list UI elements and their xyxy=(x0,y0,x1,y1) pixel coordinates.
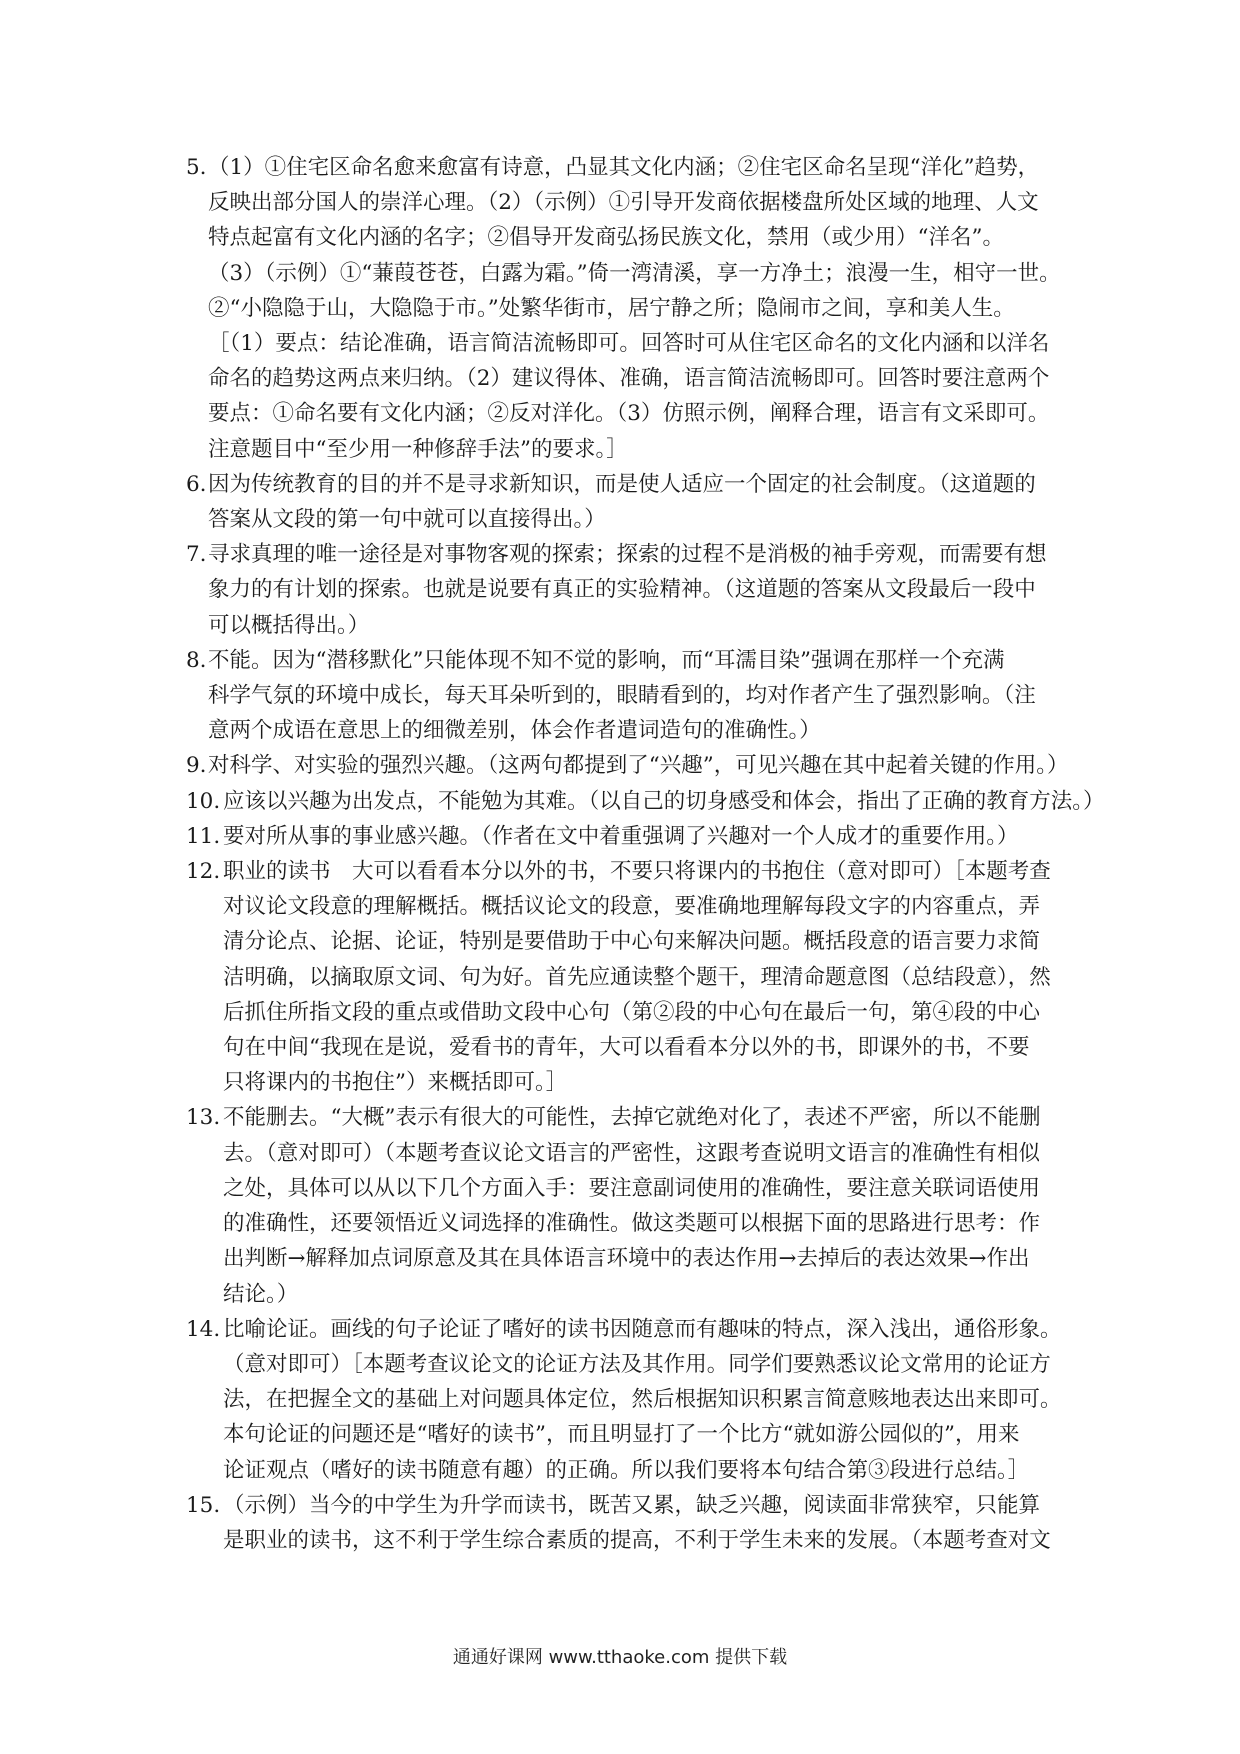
answer-text-line: ［（1）要点：结论准确，语言简洁流畅即可。回答时可从住宅区命名的文化内涵和以洋名 xyxy=(208,331,1050,357)
answer-text-line: 科学气氛的环境中成长，每天耳朵听到的，眼睛看到的，均对作者产生了强烈影响。（注 xyxy=(208,683,1036,709)
answer-item xyxy=(186,1100,1056,1311)
answer-text-line: （示例）当今的中学生为升学而读书，既苦又累，缺乏兴趣，阅读面非常狭窄，只能算 xyxy=(223,1492,1041,1518)
answer-number: 11. xyxy=(186,823,221,849)
answer-number: 12. xyxy=(186,859,221,885)
answer-text-line: ②“小隐隐于山，大隐隐于市。”处繁华街市，居宁静之所；隐闹市之间，享和美人生。 xyxy=(208,295,1015,321)
answer-text-line: 答案从文段的第一句中就可以直接得出。） xyxy=(208,507,606,533)
answer-item xyxy=(186,854,1056,1100)
answer-text-line: （1）①住宅区命名愈来愈富有诗意，凸显其文化内涵；②住宅区命名呈现“洋化”趋势， xyxy=(208,155,1040,180)
answer-text-line: 比喻论证。画线的句子论证了嗜好的读书因随意而有趣味的特点，深入浅出，通俗形象。 xyxy=(223,1316,1062,1342)
answer-text-line: 应该以兴趣为出发点，不能勉为其难。（以自己的切身感受和体会，指出了正确的教育方法。） xyxy=(223,788,1105,814)
answer-text-line: 洁明确，以摘取原文词、句为好。首先应通读整个题干，理清命题意图（总结段意），然 xyxy=(223,964,1051,990)
answer-text-line: 特点起富有文化内涵的名字；②倡导开发商弘扬民族文化，禁用（或少用）“洋名”。 xyxy=(208,225,1004,251)
answer-text-line: 对科学、对实验的强烈兴趣。（这两句都提到了“兴趣”，可见兴趣在其中起着关键的作用。） xyxy=(208,753,1069,779)
answer-text-line: 不能删去。“大概”表示有很大的可能性，去掉它就绝对化了，表述不严密，所以不能删 xyxy=(223,1105,1041,1131)
answer-text-line: 要对所从事的事业感兴趣。（作者在文中着重强调了兴趣对一个人成才的重要作用。） xyxy=(223,823,1019,849)
answer-number: 8. xyxy=(186,647,207,673)
answer-text-line: 结论。） xyxy=(223,1281,299,1307)
answer-number: 7. xyxy=(186,542,207,568)
answer-number: 13. xyxy=(186,1105,221,1131)
page-footer: 通通好课网 www.tthaoke.com 提供下载 xyxy=(452,1647,788,1668)
answer-number: 15. xyxy=(186,1492,221,1518)
answer-item xyxy=(186,467,1056,537)
answer-text-line: （3）（示例）①“蒹葭苍苍，白露为霜。”倚一湾清溪，享一方净土；浪漫一生，相守一世。 xyxy=(208,260,1061,286)
answer-item xyxy=(186,748,1069,783)
answer-item xyxy=(186,1312,1062,1488)
answer-number: 5. xyxy=(186,155,207,180)
answer-text-line: 对议论文段意的理解概括。概括议论文的段意，要准确地理解每段文字的内容重点，弄 xyxy=(223,894,1041,920)
answer-item xyxy=(186,784,1105,819)
answer-item xyxy=(186,1488,1056,1558)
answer-text-line: 句在中间“我现在是说，爱看书的青年，大可以看看本分以外的书，即课外的书，不要 xyxy=(223,1035,1030,1061)
answer-text-line: 不能。因为“潜移默化”只能体现不知不觉的影响，而“耳濡目染”强调在那样一个充满 xyxy=(208,647,1005,673)
answer-text-line: 要点：①命名要有文化内涵；②反对洋化。（3）仿照示例，阐释合理，语言有文采即可。 xyxy=(208,401,1050,427)
answer-text-line: 命名的趋势这两点来归纳。（2）建议得体、准确，语言简洁流畅即可。回答时要注意两个 xyxy=(208,366,1050,392)
answer-text-line: 去。（意对即可）（本题考查议论文语言的严密性，这跟考查说明文语言的准确性有相似 xyxy=(223,1140,1041,1166)
answer-item xyxy=(186,150,1061,467)
answer-text-line: 象力的有计划的探索。也就是说要有真正的实验精神。（这道题的答案从文段最后一段中 xyxy=(208,577,1036,603)
answer-item xyxy=(186,643,1056,749)
answer-text-line: 职业的读书 大可以看看本分以外的书，不要只将课内的书抱住（意对即可）［本题考查 xyxy=(223,859,1051,885)
answer-text-line: 清分论点、论据、论证，特别是要借助于中心句来解决问题。概括段意的语言要力求简 xyxy=(223,929,1041,955)
answer-text-line: 因为传统教育的目的并不是寻求新知识，而是使人适应一个固定的社会制度。（这道题的 xyxy=(208,471,1036,497)
answer-number: 14. xyxy=(186,1316,221,1342)
answer-text-line: 出判断→解释加点词原意及其在具体语言环境中的表达作用→去掉后的表达效果→作出 xyxy=(223,1246,1030,1272)
answer-text-line: 本句论证的问题还是“嗜好的读书”，而且明显打了一个比方“就如游公园似的”，用来 xyxy=(223,1422,1020,1448)
answer-text-line: 论证观点（嗜好的读书随意有趣）的正确。所以我们要将本句结合第③段进行总结。］ xyxy=(223,1457,1030,1483)
answer-number: 9. xyxy=(186,753,207,779)
answer-number: 10. xyxy=(186,788,221,814)
answer-text-line: 的准确性，还要领悟近义词选择的准确性。做这类题可以根据下面的思路进行思考：作 xyxy=(223,1211,1041,1237)
answer-item xyxy=(186,537,1056,643)
answer-text-line: 后抓住所指文段的重点或借助文段中心句（第②段的中心句在最后一句，第④段的中心 xyxy=(223,999,1041,1025)
answer-text-line: 意两个成语在意思上的细微差别，体会作者遣词造句的准确性。） xyxy=(208,718,821,744)
answer-text-line: 反映出部分国人的崇洋心理。（2）（示例）①引导开发商依据楼盘所处区域的地理、人文 xyxy=(208,190,1039,216)
answer-item xyxy=(186,819,1056,854)
answer-text-line: 是职业的读书，这不利于学生综合素质的提高，不利于学生未来的发展。（本题考查对文 xyxy=(223,1527,1051,1553)
answer-text-line: （意对即可）［本题考查议论文的论证方法及其作用。同学们要熟悉议论文常用的论证方 xyxy=(223,1351,1051,1377)
answer-text-line: 法，在把握全文的基础上对问题具体定位，然后根据知识积累言简意赅地表达出来即可。 xyxy=(223,1387,1062,1413)
answer-text-line: 只将课内的书抱住”）来概括即可。］ xyxy=(223,1070,568,1096)
answer-text-line: 可以概括得出。） xyxy=(208,612,370,638)
answer-text-line: 注意题目中“至少用一种修辞手法”的要求。］ xyxy=(208,436,628,462)
answer-list xyxy=(186,150,1105,1558)
answer-text-line: 寻求真理的唯一途径是对事物客观的探索；探索的过程不是消极的袖手旁观，而需要有想 xyxy=(208,542,1047,568)
answer-number: 6. xyxy=(186,471,207,497)
answer-text-line: 之处，具体可以从以下几个方面入手：要注意副词使用的准确性，要注意关联词语使用 xyxy=(223,1175,1041,1201)
